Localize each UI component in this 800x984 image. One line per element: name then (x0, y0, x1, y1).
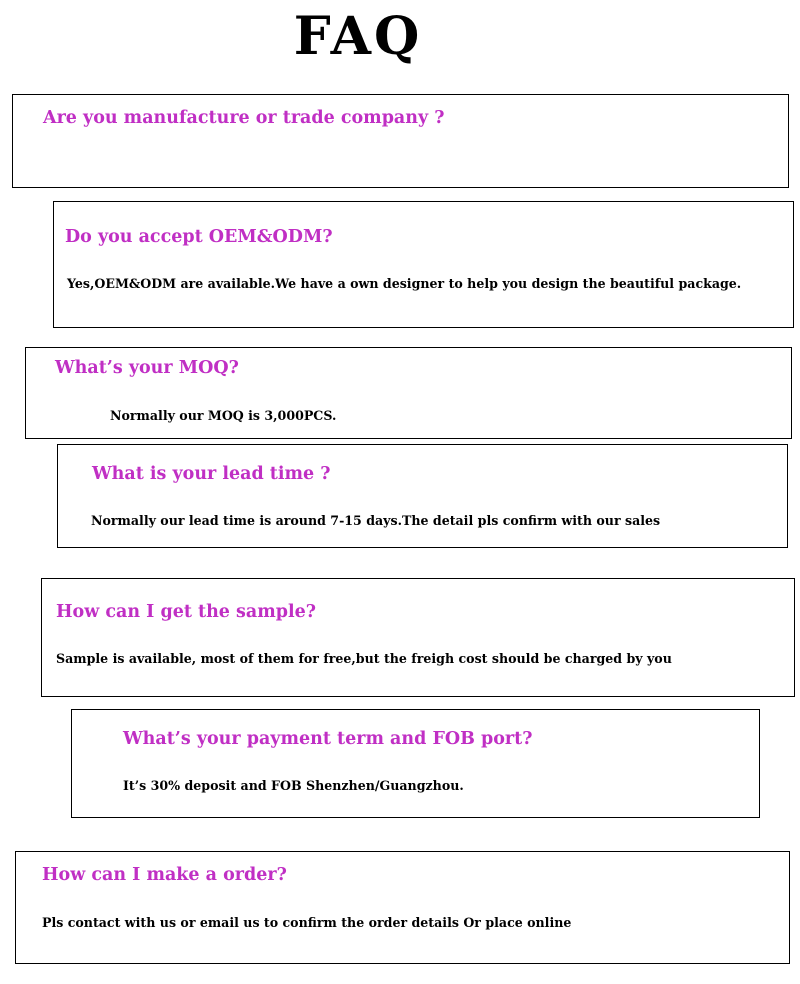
faq-question: How can I get the sample? (56, 602, 317, 622)
faq-question: Are you manufacture or trade company ? (43, 108, 445, 128)
faq-item-sample (41, 578, 795, 697)
faq-item-oem-odm (53, 201, 794, 328)
faq-answer: It’s 30% deposit and FOB Shenzhen/Guangzhou. (123, 778, 464, 793)
faq-answer: Normally our MOQ is 3,000PCS. (110, 408, 337, 423)
faq-item-make-order (15, 851, 790, 964)
page-title: FAQ (293, 6, 423, 67)
faq-item-lead-time (57, 444, 788, 548)
faq-question: How can I make a order? (42, 865, 287, 885)
faq-answer: Sample is available, most of them for free,but the freigh cost should be charged by you (56, 651, 672, 666)
faq-question: What’s your payment term and FOB port? (123, 729, 533, 749)
faq-question: What is your lead time ? (92, 464, 331, 484)
faq-item-payment-term (71, 709, 760, 818)
faq-answer: Yes,OEM&ODM are available.We have a own designer to help you design the beautiful package. (67, 276, 742, 291)
faq-question: What’s your MOQ? (55, 358, 239, 378)
faq-question: Do you accept OEM&ODM? (65, 227, 333, 247)
faq-answer: Normally our lead time is around 7-15 days.The detail pls confirm with our sales (91, 513, 661, 528)
faq-answer: Pls contact with us or email us to confirm the order details Or place online (42, 915, 572, 930)
faq-item-manufacture-or-trade (12, 94, 789, 188)
faq-item-moq (25, 347, 792, 439)
